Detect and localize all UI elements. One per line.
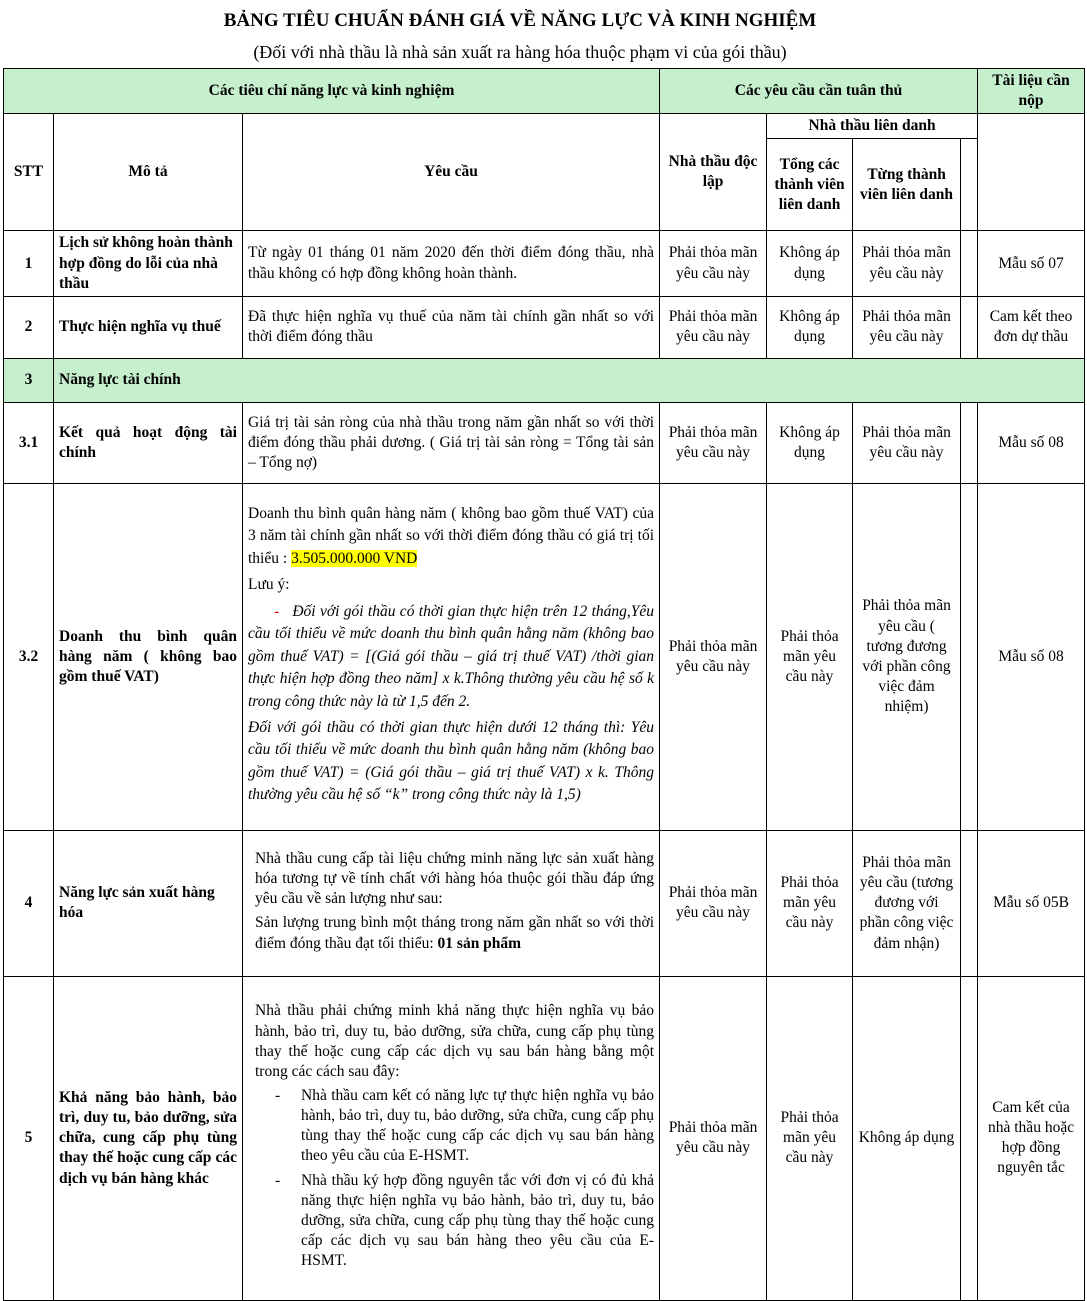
row-independent: Phải thỏa mãn yêu cầu này xyxy=(660,296,767,358)
row-independent: Phải thỏa mãn yêu cầu này xyxy=(660,483,767,830)
row-stt: 2 xyxy=(4,296,54,358)
table-row xyxy=(4,296,1085,358)
table-row xyxy=(4,402,1085,483)
row-each-member: Phải thỏa mãn yêu cầu ( tương đương với phần công việc đảm nhiệm) xyxy=(853,483,961,830)
section-title: Năng lực tài chính xyxy=(54,358,1085,402)
row-document: Mẫu số 05B xyxy=(978,830,1085,976)
row-all-members: Không áp dụng xyxy=(767,231,853,296)
note-1-text: Đối với gói thầu có thời gian thực hiện trên 12 tháng,Yêu cầu tối thiểu về mức doanh thu bình quân hằng năm (không bao gồm thuế VAT) = [(Giá gói thầu – giá trị thuế VAT) /thời gian thực hiện hợp đồng theo năm] x k.Thông thường yêu cầu hệ số k trong công thức này là từ 1,5 đến 2. xyxy=(248,602,655,710)
row-each-member: Không áp dụng xyxy=(853,976,961,1300)
header-each-member: Từng thành viên liên danh xyxy=(853,139,961,231)
production-volume-text xyxy=(255,913,654,953)
row-description: Doanh thu bình quân hàng năm ( không bao gồm thuế VAT) xyxy=(54,483,243,830)
note-1 xyxy=(248,601,654,713)
blank-cell xyxy=(961,139,978,231)
row-each-member: Phải thỏa mãn yêu cầu này xyxy=(853,296,961,358)
row-document: Cam kết của nhà thầu hoặc hợp đồng nguyên tắc xyxy=(978,976,1085,1300)
revenue-minimum-value: 3.505.000.000 VND xyxy=(291,549,418,567)
blank-cell xyxy=(961,231,978,296)
row-description: Lịch sử không hoàn thành hợp đồng do lỗi của nhà thầu xyxy=(54,231,243,296)
row-stt: 4 xyxy=(4,830,54,976)
row-requirement: Giá trị tài sản ròng của nhà thầu trong năm gần nhất so với thời điểm đóng thầu phải dương. ( Giá trị tài sản ròng = Tổng tài sản – Tổng nợ) xyxy=(243,402,660,483)
table-row xyxy=(4,830,1085,976)
header-documents-blank xyxy=(978,114,1085,231)
header-requirement: Yêu cầu xyxy=(243,114,660,231)
row-document: Mẫu số 08 xyxy=(978,483,1085,830)
note-dash: - xyxy=(274,602,280,620)
row-independent: Phải thỏa mãn yêu cầu này xyxy=(660,402,767,483)
bullet-dash: - xyxy=(275,1086,281,1104)
row-requirement: Từ ngày 01 tháng 01 năm 2020 đến thời điểm đóng thầu, nhà thầu không có hợp đồng không hoàn thành. xyxy=(243,231,660,296)
row-stt: 3.1 xyxy=(4,402,54,483)
row-description: Khả năng bảo hành, bảo trì, duy tu, bảo dưỡng, sửa chữa, cung cấp phụ tùng thay thế hoặc cung cấp các dịch vụ bán hàng khác xyxy=(54,976,243,1300)
row-all-members: Phải thỏa mãn yêu cầu này xyxy=(767,976,853,1300)
header-documents: Tài liệu cần nộp xyxy=(978,69,1085,114)
header-criteria: Các tiêu chí năng lực và kinh nghiệm xyxy=(4,69,660,114)
row-all-members: Không áp dụng xyxy=(767,402,853,483)
production-volume-value: 01 sản phẩm xyxy=(437,934,522,952)
note-2: Đối với gói thầu có thời gian thực hiện dưới 12 tháng thì: Yêu cầu tối thiểu về mức doanh thu bình quân hằng năm (không bao gồm thuế VAT) = (Giá gói thầu – giá trị thuế VAT) x k. Thông thường yêu cầu hệ số “k” trong công thức này là 1,5) xyxy=(248,719,655,804)
row-description: Năng lực sản xuất hàng hóa xyxy=(54,830,243,976)
row-stt: 3 xyxy=(4,358,54,402)
blank-cell xyxy=(961,830,978,976)
table-row xyxy=(4,231,1085,296)
production-capacity-text: Nhà thầu cung cấp tài liệu chứng minh năng lực sản xuất hàng hóa tương tự về tính chất với hàng hóa thuộc gói thầu đáp ứng yêu cầu về sản lượng như sau: xyxy=(255,849,655,908)
blank-cell xyxy=(961,976,978,1300)
row-requirement xyxy=(243,976,660,1300)
row-requirement xyxy=(243,830,660,976)
row-stt: 1 xyxy=(4,231,54,296)
header-stt: STT xyxy=(4,114,54,231)
blank-cell xyxy=(961,483,978,830)
list-item xyxy=(275,1171,654,1272)
row-description: Thực hiện nghĩa vụ thuế xyxy=(54,296,243,358)
header-independent: Nhà thầu độc lập xyxy=(660,114,767,231)
row-stt: 3.2 xyxy=(4,483,54,830)
row-all-members: Phải thỏa mãn yêu cầu này xyxy=(767,830,853,976)
row-document: Cam kết theo đơn dự thầu xyxy=(978,296,1085,358)
row-independent: Phải thỏa mãn yêu cầu này xyxy=(660,830,767,976)
blank-cell xyxy=(961,402,978,483)
row-each-member: Phải thỏa mãn yêu cầu này xyxy=(853,231,961,296)
row-all-members: Phải thỏa mãn yêu cầu này xyxy=(767,483,853,830)
row-requirement: Đã thực hiện nghĩa vụ thuế của năm tài chính gần nhất so với thời điểm đóng thầu xyxy=(243,296,660,358)
row-all-members: Không áp dụng xyxy=(767,296,853,358)
section-row xyxy=(4,358,1085,402)
production-volume-label: Sản lượng trung bình một tháng trong năm gần nhất so với thời điểm đóng thầu đạt tối thiểu: xyxy=(255,914,655,952)
header-row-1 xyxy=(4,69,1085,114)
row-requirement xyxy=(243,483,660,830)
row-document: Mẫu số 07 xyxy=(978,231,1085,296)
row-stt: 5 xyxy=(4,976,54,1300)
row-independent: Phải thỏa mãn yêu cầu này xyxy=(660,231,767,296)
bullet-text: Nhà thầu ký hợp đồng nguyên tắc với đơn vị có đủ khả năng thực hiện nghĩa vụ bảo hành, bảo trì, duy tu, bảo dưỡng, sửa chữa, cung cấp phụ tùng thay thế hoặc cung cấp các dịch vụ sau bán hàng theo yêu cầu của E- HSMT. xyxy=(301,1171,655,1270)
bullet-dash: - xyxy=(275,1171,281,1189)
blank-cell xyxy=(961,296,978,358)
row-each-member: Phải thỏa mãn yêu cầu (tương đương với phần công việc đảm nhận) xyxy=(853,830,961,976)
warranty-intro: Nhà thầu phải chứng minh khả năng thực hiện nghĩa vụ bảo hành, bảo trì, duy tu, bảo dưỡng, sửa chữa, cung cấp phụ tùng thay thế hoặc cung cấp các dịch vụ sau bán hàng bằng một trong các cách sau đây: xyxy=(255,1002,655,1080)
row-description: Kết quả hoạt động tài chính xyxy=(54,402,243,483)
document-subtitle: (Đối với nhà thầu là nhà sản xuất ra hàng hóa thuộc phạm vi của gói thầu) xyxy=(253,42,787,62)
list-item xyxy=(275,1086,654,1167)
document-title: BẢNG TIÊU CHUẨN ĐÁNH GIÁ VỀ NĂNG LỰC VÀ KINH NGHIỆM xyxy=(223,10,817,31)
row-document: Mẫu số 08 xyxy=(978,402,1085,483)
revenue-requirement xyxy=(248,503,654,570)
bullet-text: Nhà thầu cam kết có năng lực tự thực hiện nghĩa vụ bảo hành, bảo trì, duy tu, bảo dưỡng, sửa chữa, cung cấp phụ tùng thay thế hoặc cung cấp các dịch vụ sau bán hàng theo yêu cầu của E-HSMT. xyxy=(301,1086,655,1165)
note-label: Lưu ý: xyxy=(248,576,290,594)
revenue-intro: Doanh thu bình quân hàng năm ( không bao gồm thuế VAT) của 3 năm tài chính gần nhất so với thời điểm đóng thầu có giá trị tối thiểu : xyxy=(248,504,655,567)
table-row xyxy=(4,976,1085,1300)
table-row xyxy=(4,483,1085,830)
header-all-members: Tổng các thành viên liên danh xyxy=(767,139,853,231)
header-description: Mô tả xyxy=(54,114,243,231)
header-joint-venture: Nhà thầu liên danh xyxy=(767,114,978,139)
row-independent: Phải thỏa mãn yêu cầu này xyxy=(660,976,767,1300)
criteria-table xyxy=(3,68,1085,1301)
header-row-2 xyxy=(4,114,1085,139)
header-compliance: Các yêu cầu cần tuân thủ xyxy=(660,69,978,114)
row-each-member: Phải thỏa mãn yêu cầu này xyxy=(853,402,961,483)
